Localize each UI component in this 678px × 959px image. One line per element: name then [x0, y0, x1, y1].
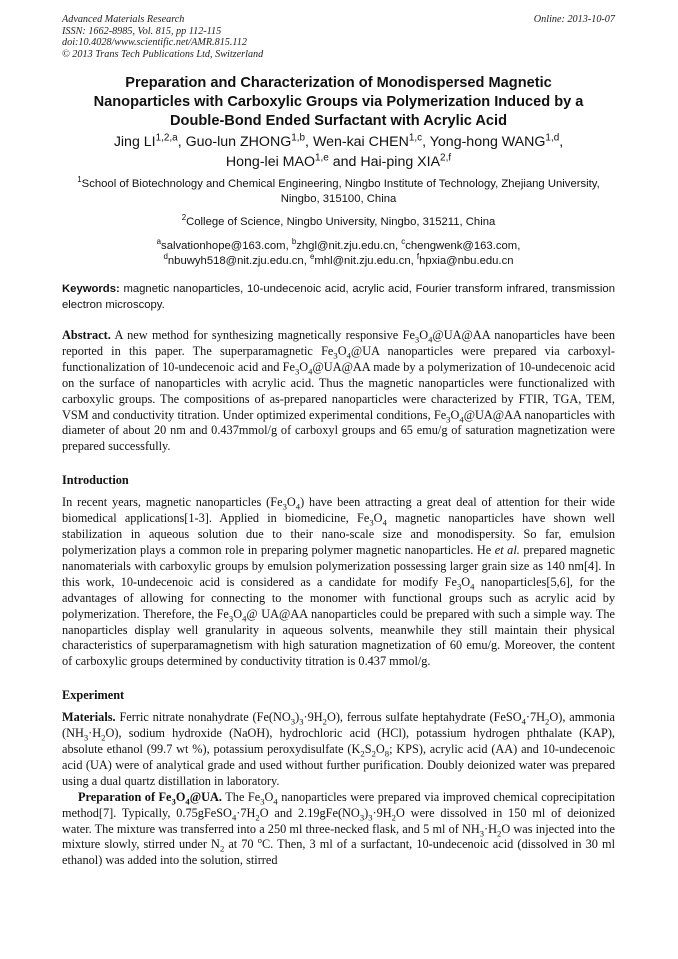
email-link[interactable]: salvationhope@163.com — [161, 240, 286, 252]
author-conjunction: and — [332, 154, 357, 170]
email-link[interactable]: hpxia@nbu.edu.cn — [419, 254, 514, 267]
preparation-label: Preparation of $Fe_3O_4@UA$. — [78, 789, 223, 807]
copyright-line: © 2013 Trans Tech Publications Ltd, Switzerland — [62, 48, 264, 60]
preparation-paragraph: Preparation of $Fe_3O_4@UA$. The $Fe_3O_4$ nanoparticles were prepared via improved chemical coprecipitation method[7]. Typically, $0.75gFeSO_4\cdot 7H_2O$ and $2.19gFe(NO_3)_3\cdot 9H_2O$ were dissolved in 150 ml of deionized water. The mixture was transferred into a 250 ml three-necked flask, and 5 ml of $NH_3\cdot H_2O$ was injected into the mixture slowly, stirred under $N_2$ at 70 $^o$C. Then, 3 ml of a surfactant, 10-undecenoic acid (dissolved in 30 ml ethanol) was added into the solution, stirred — [62, 789, 615, 868]
paper-title — [62, 74, 615, 131]
author-affiliation-mark: 1,c — [408, 132, 423, 144]
affiliation-1 — [62, 177, 615, 207]
author-name: Yong-hong WANG — [429, 134, 546, 150]
author-name: Guo-lun ZHONG — [185, 134, 292, 150]
abstract-label: Abstract. — [62, 328, 111, 342]
email-link[interactable]: mhl@nit.zju.edu.cn — [314, 254, 411, 267]
abstract: Abstract. A new method for synthesizing magnetically responsive $Fe_3O_4@UA@AA$ nanoparticles have been reported in this paper. The superparamagnetic $Fe_3O_4@UA$ nanoparticles were prepared via carboxyl-functionalization of 10-undecenoic acid and $Fe_3O_4@UA@AA$ made by a polymerization of 10-undecenoic acid on the surface of nanoparticles with acrylic acid. Thus the magnetic nanoparticles were functionalized with carboxylic groups. The compositions of as-prepared nanoparticles were characterized by FTIR, TGA, TEM, VSM and conductivity titration. Under optimized experimental conditions, $Fe_3O_4@UA@AA$ nanoparticles with diameter of about 20 nm and 0.437mmol/g of carboxyl groups and 65 emu/g of saturation magnetization were prepared successfully. — [62, 328, 615, 454]
keywords — [62, 282, 615, 313]
author-affiliation-mark: 1,d — [545, 132, 560, 144]
author-name: Wen-kai CHEN — [312, 134, 409, 150]
keywords-label: Keywords: — [62, 283, 120, 295]
title-line-1: Preparation and Characterization of Monodispersed Magnetic — [125, 75, 552, 91]
email-link[interactable]: zhgl@nit.zju.edu.cn — [296, 240, 396, 252]
keywords-text: magnetic nanoparticles, 10-undecenoic acid, acrylic acid, Fourier transform infrared, transmission electron microscopy. — [62, 283, 615, 311]
title-line-2: Nanoparticles with Carboxylic Groups via Polymerization Induced by a — [93, 94, 584, 110]
author-affiliation-mark: 1,b — [291, 132, 306, 144]
journal-header — [62, 14, 615, 60]
author-name: Hong-lei MAO — [225, 154, 316, 170]
email-link[interactable]: chengwenk@163.com — [405, 240, 518, 252]
section-heading-experiment: Experiment — [62, 688, 125, 703]
affiliation-2 — [62, 215, 615, 230]
email-link[interactable]: nbuwyh518@nit.zju.edu.cn — [167, 254, 304, 267]
affiliation-number: 1 — [77, 175, 82, 185]
author-affiliation-mark: 2,f — [440, 152, 452, 164]
author-name: Jing LI — [113, 134, 156, 150]
journal-name: Advanced Materials Research — [62, 14, 185, 25]
doi-line[interactable]: doi:10.4028/www.scientific.net/AMR.815.112 — [62, 37, 247, 48]
author-name: Hai-ping XIA — [360, 154, 441, 170]
materials-label: Materials. — [62, 710, 116, 725]
online-date: Online: 2013-10-07 — [533, 14, 615, 25]
materials-paragraph: Materials. Ferric nitrate nonahydrate $(Fe(NO_3)_3\cdot 9H_2O)$, ferrous sulfate heptahydrate $(FeSO_4\cdot 7H_2O)$, ammonia $(NH_3\cdot H_2O)$, sodium hydroxide (NaOH), hydrochloric acid (HCl), potassium hydrogen phthalate (KAP), absolute ethanol (99.7 wt %), potassium peroxydisulfate ($K_2S_2O_8$; KPS), acrylic acid (AA) and 10-undecenoic acid (UA) were of analytical grade and used without further purification. Doubly deionized water was prepared using a dual quartz distillation in laboratory. — [62, 710, 616, 788]
author-affiliation-mark: 1,2,a — [155, 132, 178, 144]
paper-page — [62, 14, 615, 869]
introduction-paragraph: In recent years, magnetic nanoparticles $(Fe_3O_4)$ have been attracting a great deal of attention for their wide biomedical applications[1-3]. Applied in biomedicine, $Fe_3O_4$ magnetic nanoparticles have shown well stabilization in aqueous solution due to their nano-scale size and monodispersity. So far, emulsion polymerization plays a common role in preparing polymer magnetic nanoparticles. He et al. prepared magnetic nanomaterials with carboxylic groups by emulsion polymerization possessing larger grain size as 140 nm[4]. In this work, 10-undecenoic acid is considered as a candidate for modify $Fe_3O_4$ nanoparticles[5,6], for the advantages of allowing for connecting to the monomer with functional groups such as acrylic acid by polymerization. Therefore, the $Fe_3O_4@$ UA@AA nanoparticles could be prepared with such a simple way. The nanoparticles display well granularity in aqueous solvents, meanwhile they still maintain their physical characteristics of superparamagnetism with high saturation magnetization of 60 emu/g. Moreover, the content of carboxylic groups determined by conductivity titration is 0.437 mmol/g. — [62, 495, 615, 669]
affiliation-number: 2 — [181, 213, 187, 223]
affiliation-text: College of Science, Ningbo University, Ningbo, 315211, China — [186, 216, 496, 228]
issn-line: ISSN: 1662-8985, Vol. 815, pp 112-115 — [62, 25, 222, 37]
email-list: $^a$salvationhope@163.com, $^b$zhgl@nit.zju.edu.cn, $^c$chengwenk@163.com, $^d$nbuwyh518@nit.zju.edu.cn, $^e$mhl@nit.zju.edu.cn, $^f$hpxia@nbu.edu.cn — [156, 237, 521, 267]
author-list: Jing LI$^{1,2,a}$, Guo-lun ZHONG$^{1,b}$, Wen-kai CHEN$^{1,c}$, Yong-hong WANG$^{1,d}$, Hong-lei MAO$^{1,e}$ and Hai-ping XIA$^{2,f}$ — [113, 132, 564, 170]
section-heading-introduction: Introduction — [62, 473, 129, 488]
title-line-3: Double-Bond Ended Surfactant with Acrylic Acid — [169, 113, 508, 129]
author-affiliation-mark: 1,e — [315, 152, 329, 164]
affiliation-text: School of Biotechnology and Chemical Engineering, Ningbo Institute of Technology, Zhejiang University, Ningbo, 315100, China — [81, 178, 600, 205]
